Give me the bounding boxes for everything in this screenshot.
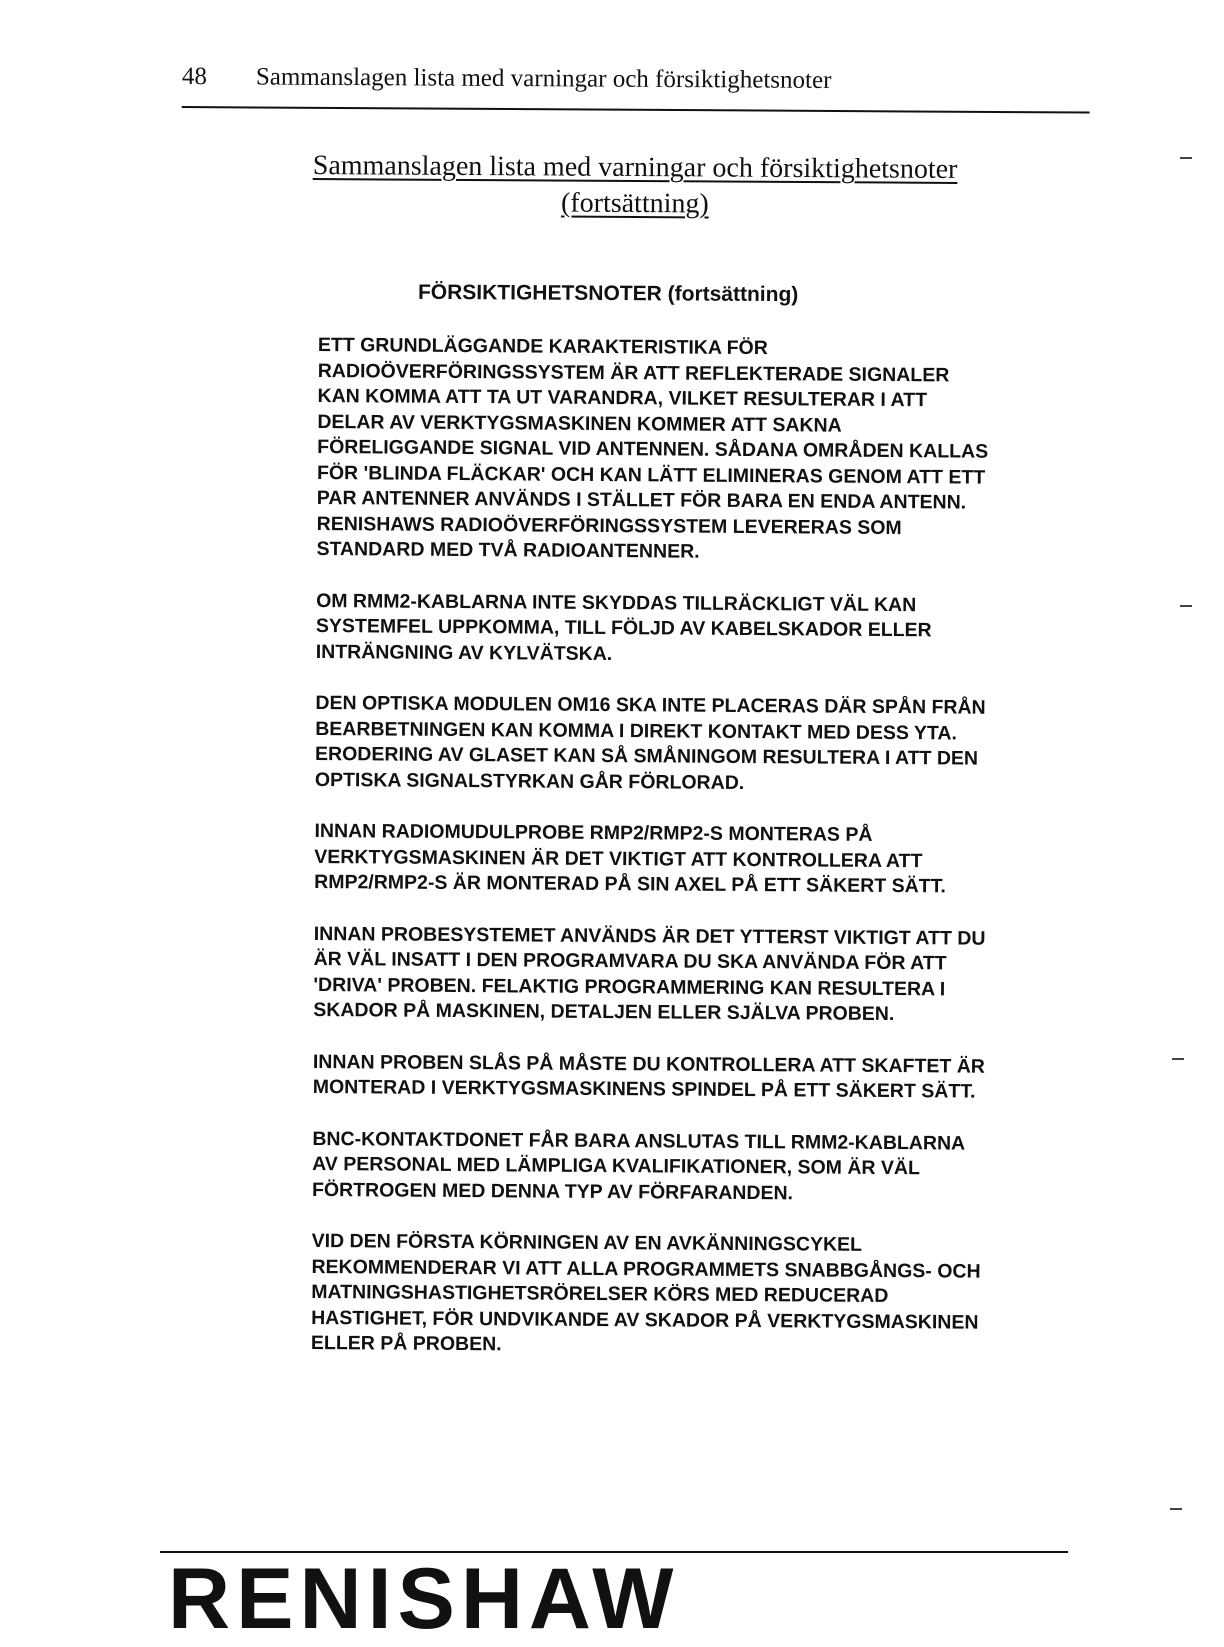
document-title [200, 147, 1070, 224]
caution-note-7: BNC-KONTAKTDONET FÅR BARA ANSLUTAS TILL RMM2-KABLARNA AV PERSONAL MED LÄMPLIGA KVALIFIKATIONER, SOM ÄR VÄL FÖRTROGEN MED DENNA TYP AV FÖRFARANDEN. [311, 1127, 966, 1204]
logo-text: RENISHAW [168, 1551, 680, 1647]
caution-note-2: OM RMM2-KABLARNA INTE SKYDDAS TILLRÄCKLIGT VÄL KAN SYSTEMFEL UPPKOMMA, TILL FÖLJD AV KABELSKADOR ELLER INTRÄNGNING AV KYLVÄTSKA. [315, 589, 932, 665]
running-title: Sammanslagen lista med varningar och försiktighetsnoter [255, 63, 832, 94]
renishaw-logo [168, 1551, 680, 1647]
caution-note-4: INNAN RADIOMUDULPROBE RMP2/RMP2-S MONTERAS PÅ VERKTYGSMASKINEN ÄR DET VIKTIGT ATT KONTROLLERA ATT RMP2/RMP2-S ÄR MONTERAD PÅ SIN AXEL PÅ ETT SÄKERT SÄTT. [314, 819, 946, 898]
page-number: 48 [181, 62, 207, 91]
section-heading: FÖRSIKTIGHETSNOTER (fortsättning) [417, 280, 799, 307]
running-header [182, 60, 1090, 114]
caution-notes [311, 333, 1088, 1388]
document-title-line-1: Sammanslagen lista med varningar och försiktighetsnoter [312, 150, 958, 185]
margin-tick-mark [1172, 1058, 1184, 1060]
caution-note-1: ETT GRUNDLÄGGANDE KARAKTERISTIKA FÖR RADIOÖVERFÖRINGSSYSTEM ÄR ATT REFLEKTERADE SIGNALER KAN KOMMA ATT TA UT VARANDRA, VILKET RESULTERAR I ATT DELAR AV VERKTYGSMASKINEN KOMMER ATT SAKNA FÖRELIGGANDE SIGNAL VID ANTENNEN. SÅDANA OMRÅDEN KALLAS FÖR 'BLINDA FLÄCKAR' OCH KAN LÄTT ELIMINERAS GENOM ATT ETT PAR ANTENNER ANVÄNDS I STÄLLET FÖR BARA EN ENDA ANTENN. RENISHAWS RADIOÖVERFÖRINGSSYSTEM LEVERERAS SOM STANDARD MED TVÅ RADIOANTENNER. [316, 333, 989, 563]
caution-note-3: DEN OPTISKA MODULEN OM16 SKA INTE PLACERAS DÄR SPÅN FRÅN BEARBETNINGEN KAN KOMMA I DIREKT KONTAKT MED DESS YTA. ERODERING AV GLASET KAN SÅ SMÅNINGOM RESULTERA I ATT DEN OPTISKA SIGNALSTYRKAN GÅR FÖRLORAD. [314, 691, 986, 794]
margin-tick-mark [1170, 1508, 1182, 1510]
caution-note-6: INNAN PROBEN SLÅS PÅ MÅSTE DU KONTROLLERA ATT SKAFTET ÄR MONTERAD I VERKTYGSMASKINENS SPINDEL PÅ ETT SÄKERT SÄTT. [312, 1050, 986, 1103]
margin-tick-mark [1180, 605, 1192, 607]
margin-tick-mark [1180, 157, 1192, 159]
caution-note-8: VID DEN FÖRSTA KÖRNINGEN AV EN AVKÄNNINGSCYKEL REKOMMENDERAR VI ATT ALLA PROGRAMMETS SNABBGÅNGS- OCH MATNINGSHASTIGHETSRÖRELSER KÖRS MED REDUCERAD HASTIGHET, FÖR UNDVIKANDE AV SKADOR PÅ VERKTYGSMASKINEN ELLER PÅ PROBEN. [310, 1229, 981, 1356]
caution-note-5: INNAN PROBESYSTEMET ANVÄNDS ÄR DET YTTERST VIKTIGT ATT DU ÄR VÄL INSATT I DEN PROGRAMVARA DU SKA ANVÄNDA FÖR ATT 'DRIVA' PROBEN. FELAKTIG PROGRAMMERING KAN RESULTERA I SKADOR PÅ MASKINEN, DETALJEN ELLER SJÄLVA PROBEN. [313, 922, 986, 1026]
document-title-line-2: (fortsättning) [560, 187, 709, 220]
